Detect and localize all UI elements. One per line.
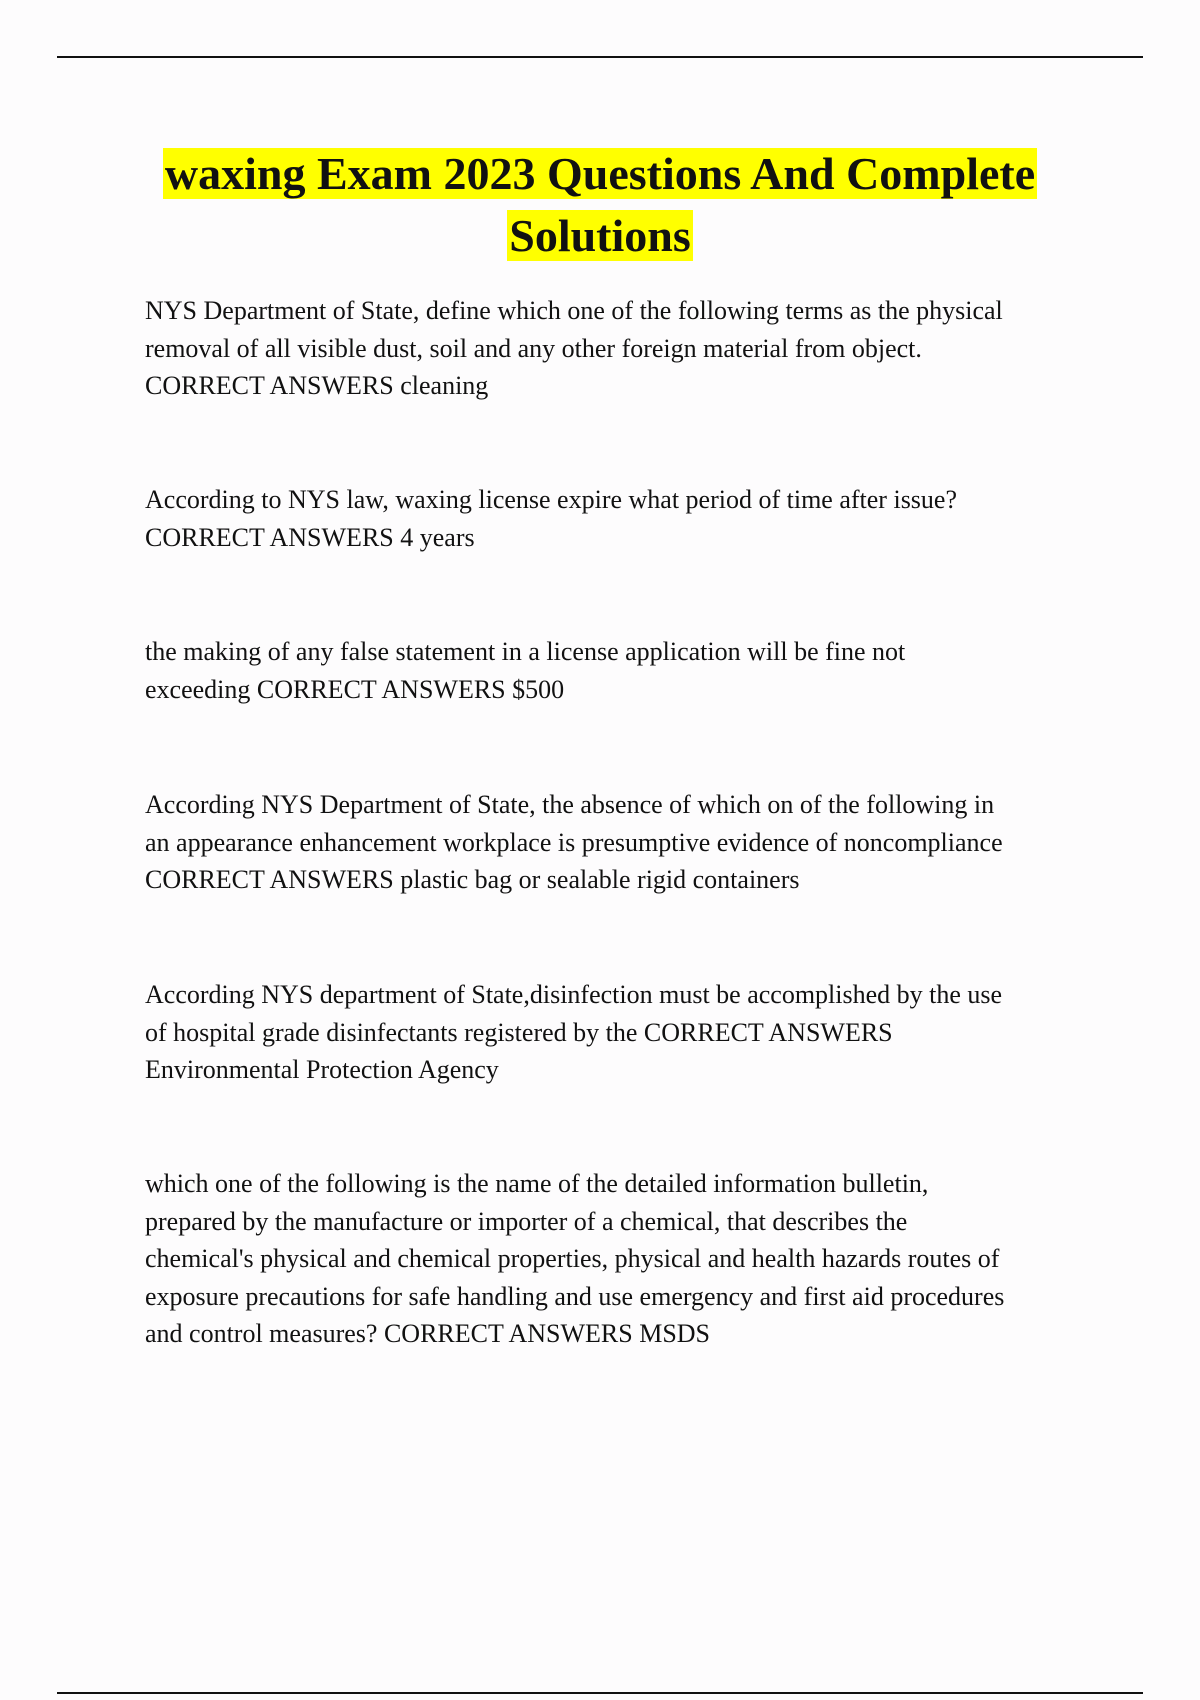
text-line: the making of any false statement in a license application will be fine not xyxy=(145,637,906,666)
text-line: of hospital grade disinfectants registered by the CORRECT ANSWERS xyxy=(145,1017,893,1047)
text-line: which one of the following is the name of the detailed information bulletin, xyxy=(145,1169,929,1198)
top-rule xyxy=(57,56,1143,58)
text-line: CORRECT ANSWERS 4 years xyxy=(145,522,475,552)
text-line: and control measures? CORRECT ANSWERS MSDS xyxy=(145,1319,711,1348)
title-line-2: Solutions xyxy=(509,210,691,261)
text-line: According to NYS law, waxing license expire what period of time after issue? xyxy=(145,485,958,514)
question-4 xyxy=(145,786,1003,899)
text-line: Environmental Protection Agency xyxy=(145,1055,499,1084)
text-line: chemical's physical and chemical properties, physical and health hazards routes of xyxy=(145,1244,1000,1273)
title-line-1: waxing Exam 2023 Questions And Complete xyxy=(164,148,1036,199)
question-1 xyxy=(145,292,1003,405)
text-line: According NYS department of State,disinfection must be accomplished by the use xyxy=(145,980,1003,1009)
text-line: NYS Department of State, define which one of the following terms as the physical xyxy=(145,296,1003,325)
text-line: CORRECT ANSWERS plastic bag or sealable rigid containers xyxy=(145,865,800,894)
document-title xyxy=(0,143,1200,267)
bottom-rule xyxy=(57,1692,1143,1694)
question-2 xyxy=(145,481,957,556)
question-6 xyxy=(145,1165,1004,1353)
text-line: According NYS Department of State, the absence of which on of the following in xyxy=(145,790,995,819)
text-line: prepared by the manufacture or importer of a chemical, that describes the xyxy=(145,1206,908,1236)
text-line: an appearance enhancement workplace is presumptive evidence of noncompliance xyxy=(145,827,1003,857)
question-5 xyxy=(145,976,1002,1089)
question-3 xyxy=(145,633,905,708)
text-line: exposure precautions for safe handling and use emergency and first aid procedures xyxy=(145,1281,1005,1311)
text-line: removal of all visible dust, soil and any other foreign material from object. xyxy=(145,333,922,363)
text-line: CORRECT ANSWERS cleaning xyxy=(145,371,489,400)
text-line: exceeding CORRECT ANSWERS $500 xyxy=(145,674,565,704)
